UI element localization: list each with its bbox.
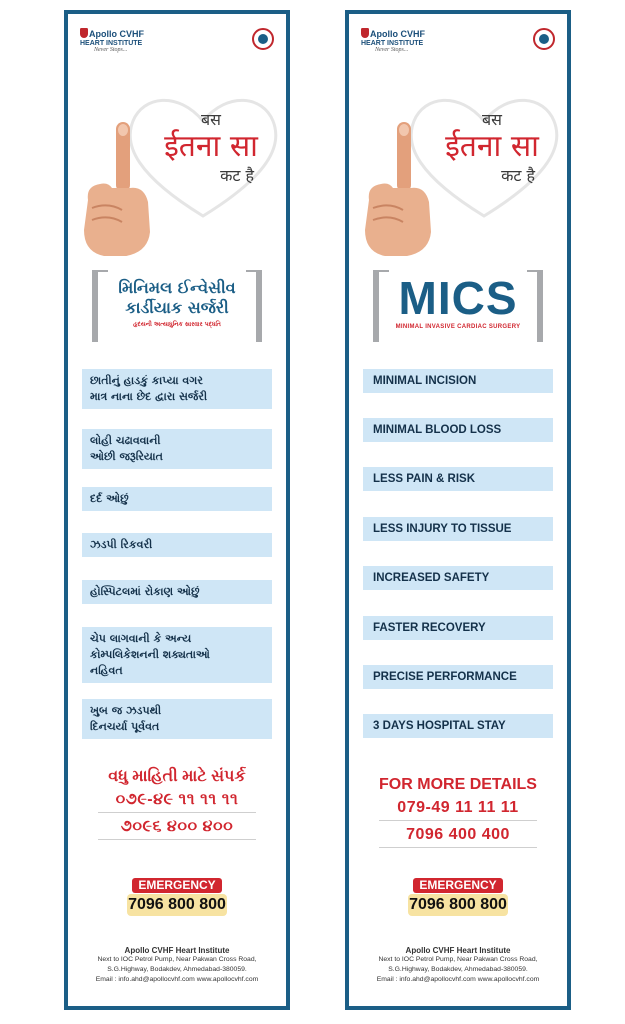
benefit-item: LESS INJURY TO TISSUE — [363, 517, 553, 541]
phone-number: 7096 400 400 — [379, 826, 537, 848]
hero-line1: बस — [482, 110, 502, 129]
contact-title: FOR MORE DETAILS — [379, 776, 537, 793]
footer-contact: Email : info.ahd@apollocvhf.com www.apollocvhf.com — [95, 976, 259, 983]
footer-contact: Email : info.ahd@apollocvhf.com www.apollocvhf.com — [376, 976, 540, 983]
benefit-item: FASTER RECOVERY — [363, 616, 553, 640]
benefit-item: ખુબ જ ઝડપથી દિનચર્યા પૂર્વવત — [82, 699, 272, 739]
title-box — [92, 270, 262, 342]
contact-title: વધુ માહિતી માટે સંપર્ક — [108, 768, 246, 785]
accreditation-seal-icon — [252, 28, 274, 50]
banner-header — [76, 24, 278, 74]
benefit-item: MINIMAL BLOOD LOSS — [363, 418, 553, 442]
logo-tagline: Never Stops... — [94, 47, 128, 53]
logo-tagline: Never Stops... — [375, 47, 409, 53]
benefit-item: MINIMAL INCISION — [363, 369, 553, 393]
procedure-subtitle: MINIMAL INVASIVE CARDIAC SURGERY — [395, 324, 521, 330]
benefit-item: લોહી ચઢાવવાની ઓછી જરૂરિયાત — [82, 429, 272, 469]
banner-english — [345, 10, 571, 1010]
accreditation-seal-icon — [533, 28, 555, 50]
title-box — [373, 270, 543, 342]
contact-section — [359, 776, 557, 848]
benefit-item: દર્દ ઓછું — [82, 487, 272, 511]
benefit-item: ઝડપી રિકવરી — [82, 533, 272, 557]
apollo-logo — [361, 28, 425, 53]
heart-logo-icon — [361, 28, 369, 38]
procedure-title: મિનિમલ ઈન્વેસીવ કાર્ડીયાક સર્જરી — [118, 278, 236, 317]
hand-index-finger-icon — [78, 120, 158, 260]
emergency-label: EMERGENCY — [132, 878, 221, 893]
banner-header — [357, 24, 559, 74]
benefit-item: છાતીનું હાડકું કાપ્યા વગર માત્ર નાના છેદ દ્વારા સર્જરી — [82, 369, 272, 409]
benefit-item: ચેપ લાગવાની કે અન્ય કોમ્પલિકેશનની શક્યતાઓ નહિવત — [82, 627, 272, 683]
hand-index-finger-icon — [359, 120, 439, 260]
benefit-item: INCREASED SAFETY — [363, 566, 553, 590]
phone-number: ૦૭૯-૪૯ ૧૧ ૧૧ ૧૧ — [98, 791, 256, 813]
hero-section — [78, 86, 276, 261]
hero-line2: ईतना सा — [445, 129, 539, 164]
logo-name: Apollo CVHF — [370, 29, 425, 39]
footer — [353, 946, 563, 985]
benefit-item: 3 DAYS HOSPITAL STAY — [363, 714, 553, 738]
phone-number: 079-49 11 11 11 — [379, 799, 537, 821]
footer-name: Apollo CVHF Heart Institute — [405, 946, 511, 955]
emergency-number: 7096 800 800 — [127, 894, 227, 916]
phone-number: ૭૦૯૬ ૪૦૦ ૪૦૦ — [98, 818, 256, 840]
emergency-number: 7096 800 800 — [408, 894, 508, 916]
emergency-block — [127, 874, 227, 916]
emergency-block — [408, 874, 508, 916]
benefit-item: હોસ્પિટલમાં રોકાણ ઓછું — [82, 580, 272, 604]
hero-tagline — [156, 108, 266, 186]
hero-line1: बस — [201, 110, 221, 129]
hero-line3: कट है — [501, 166, 535, 185]
footer-address: S.G.Highway, Bodakdev, Ahmedabad-380059. — [107, 966, 247, 973]
procedure-subtitle: હૃદયની અત્યાધુનિક સારવાર પદ્ધતિ — [133, 321, 221, 328]
benefit-item: PRECISE PERFORMANCE — [363, 665, 553, 689]
logo-institute: HEART INSTITUTE — [361, 40, 424, 47]
footer-address: Next to IOC Petrol Pump, Near Pakwan Cross Road, — [378, 956, 538, 963]
banner-gujarati — [64, 10, 290, 1010]
hero-line3: कट है — [220, 166, 254, 185]
hero-line2: ईतना सा — [164, 129, 258, 164]
logo-institute: HEART INSTITUTE — [80, 40, 143, 47]
footer-address: S.G.Highway, Bodakdev, Ahmedabad-380059. — [388, 966, 528, 973]
footer-name: Apollo CVHF Heart Institute — [124, 946, 230, 955]
footer — [72, 946, 282, 985]
hero-section — [359, 86, 557, 261]
emergency-label: EMERGENCY — [413, 878, 502, 893]
benefit-item: LESS PAIN & RISK — [363, 467, 553, 491]
logo-name: Apollo CVHF — [89, 29, 144, 39]
hero-tagline — [437, 108, 547, 186]
contact-section — [78, 768, 276, 840]
procedure-title: MICS — [398, 272, 518, 324]
heart-logo-icon — [80, 28, 88, 38]
footer-address: Next to IOC Petrol Pump, Near Pakwan Cross Road, — [97, 956, 257, 963]
apollo-logo — [80, 28, 144, 53]
